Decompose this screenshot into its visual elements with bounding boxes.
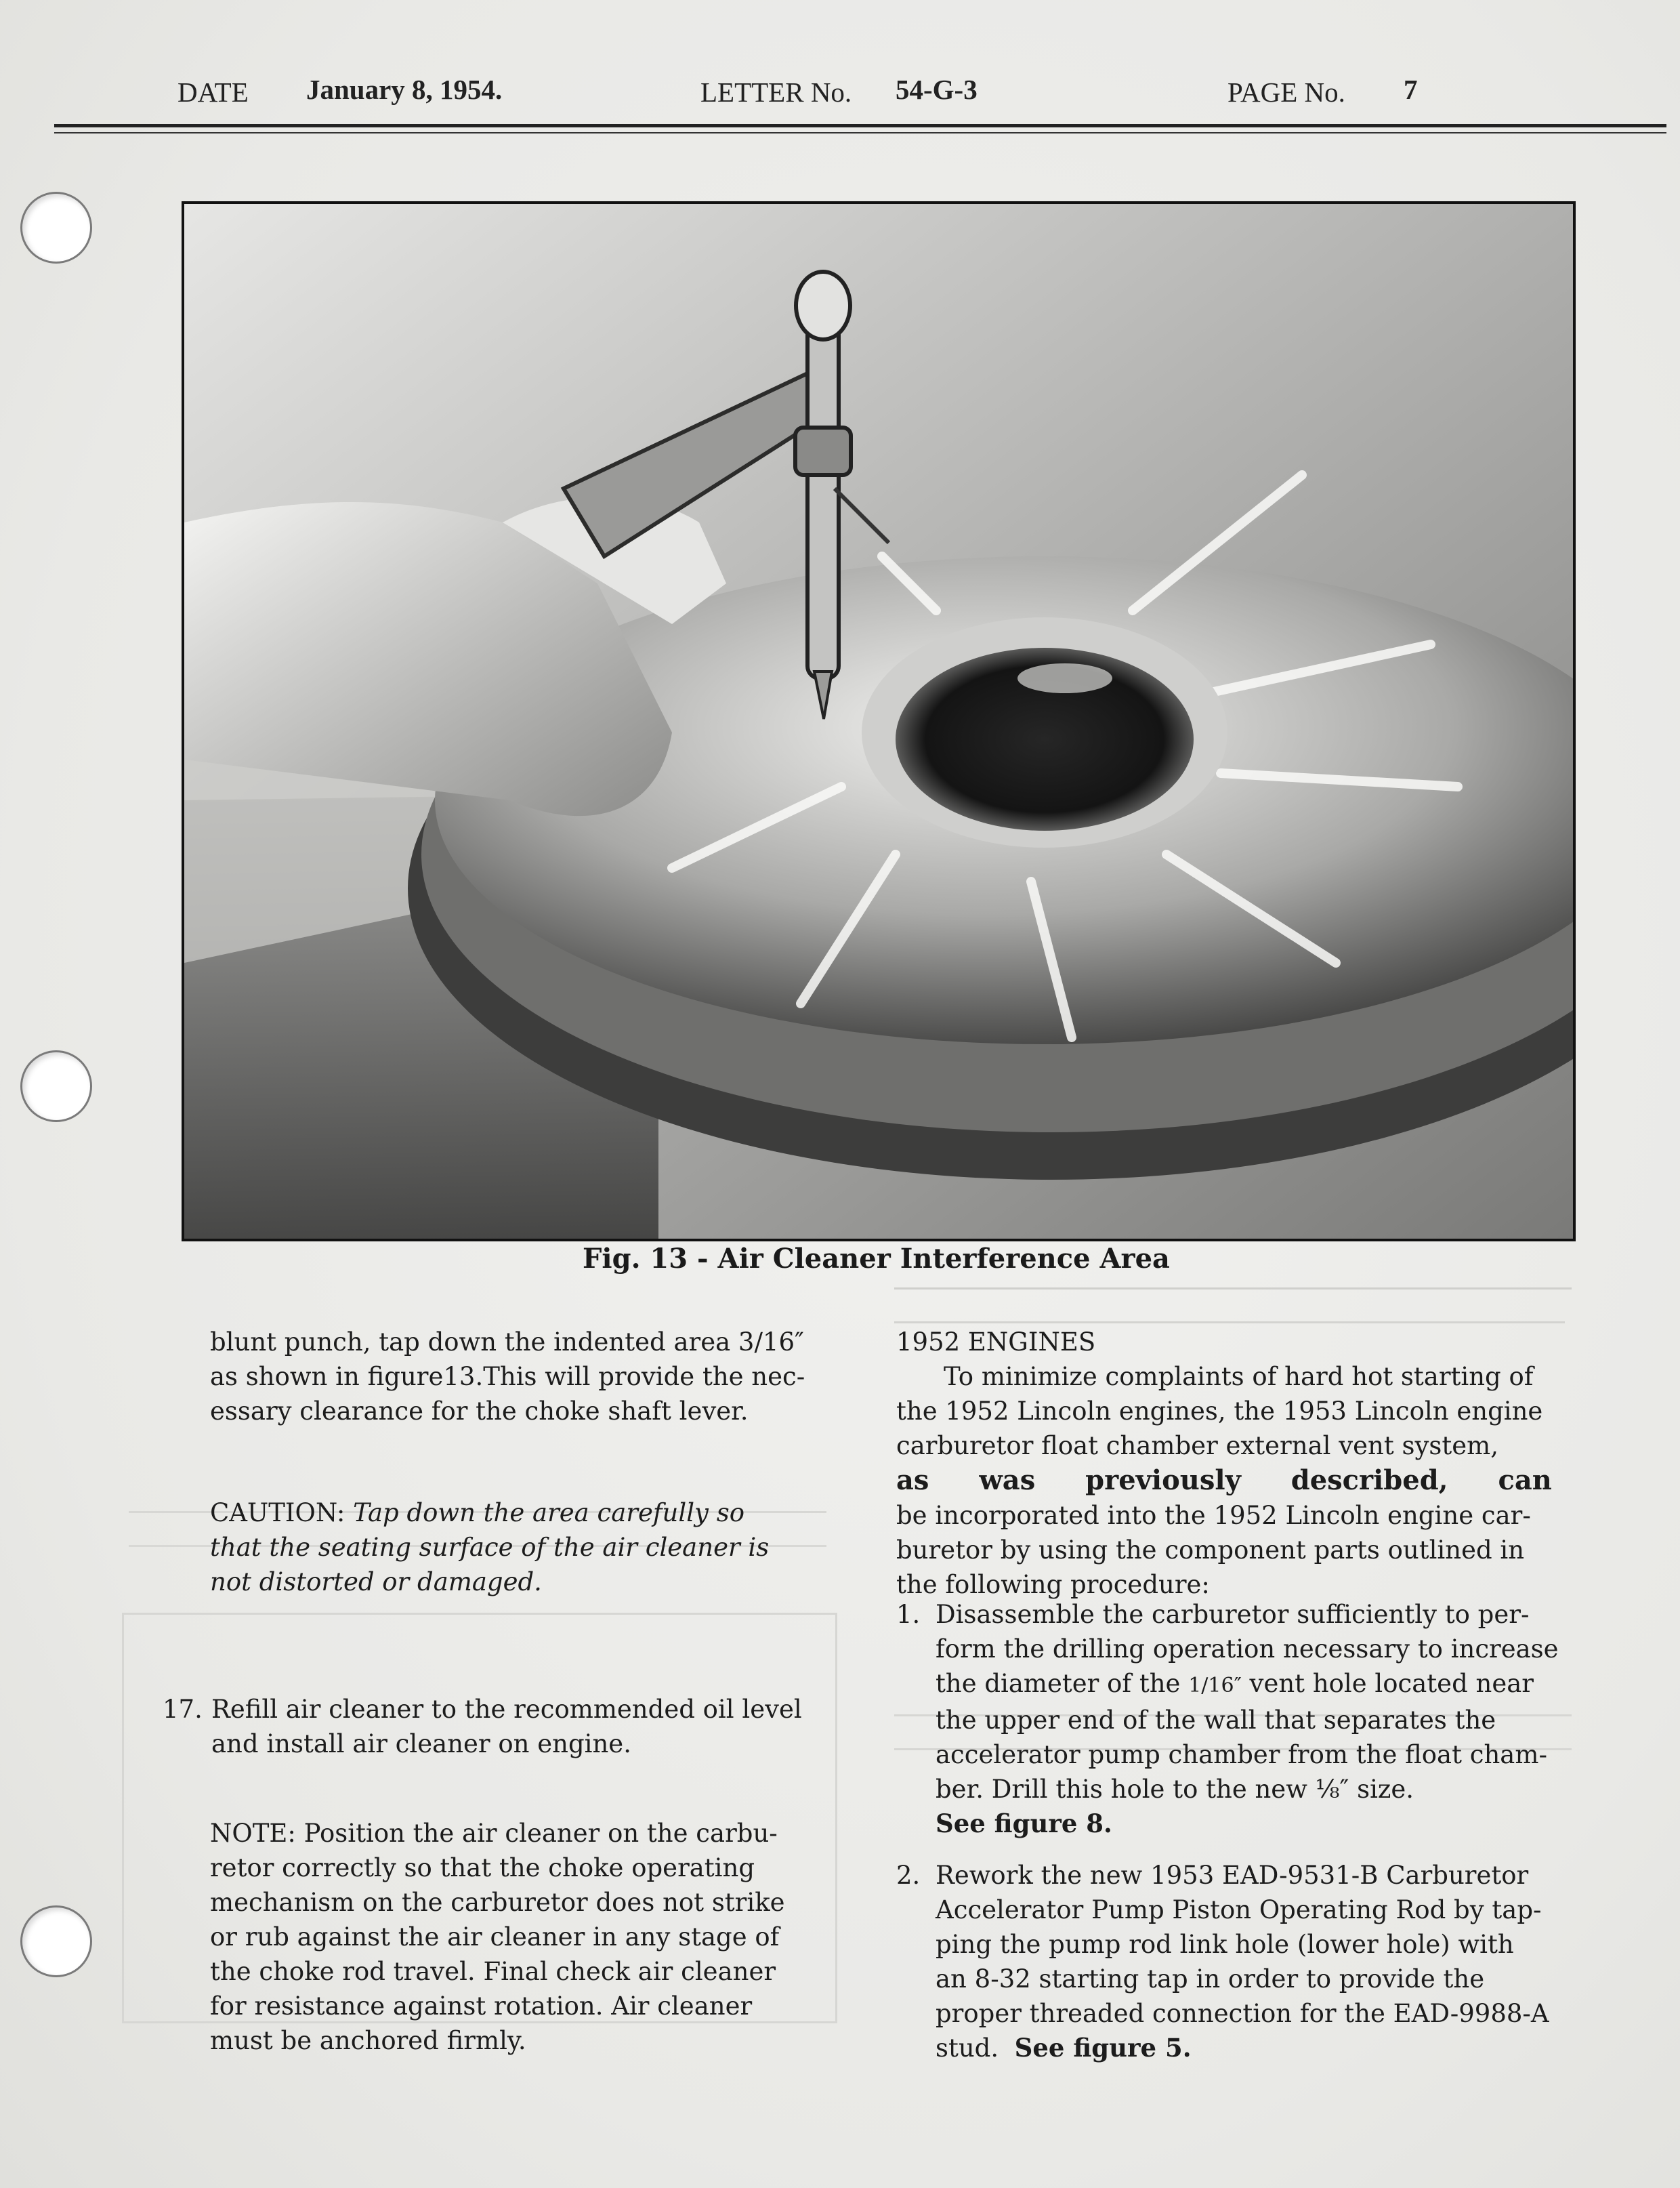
text-line: that the seating surface of the air cleaner is: [210, 1533, 770, 1562]
step-number: 2.: [896, 1861, 921, 1890]
text-line: blunt punch, tap down the indented area 3/16″: [210, 1327, 804, 1357]
date-value: January 8, 1954.: [306, 74, 503, 105]
note-paragraph: [210, 1816, 833, 2058]
text-line: proper threaded connection for the EAD-9988-A: [936, 1999, 1549, 2028]
letter-label: LETTER No.: [700, 77, 852, 108]
text-line: Refill air cleaner to the recommended oil level: [211, 1695, 802, 1724]
text-line: mechanism on the carburetor does not strike: [210, 1888, 785, 1917]
text-line: as was previously described, can: [896, 1464, 1552, 1496]
text-line: accelerator pump chamber from the float cham-: [936, 1740, 1547, 1769]
text-line: buretor by using the component parts outlined in: [896, 1535, 1525, 1565]
text-line: ping the pump rod link hole (lower hole) with: [936, 1930, 1514, 1959]
text-line: Rework the new 1953 EAD-9531-B Carburetor: [936, 1861, 1529, 1890]
figure-reference: See figure 5.: [1014, 2033, 1192, 2063]
paragraph-blunt-punch: [210, 1325, 833, 1428]
binder-hole-middle: [20, 1050, 92, 1122]
header-rule-thin: [54, 132, 1666, 133]
text-line: the upper end of the wall that separates the: [936, 1706, 1496, 1735]
air-cleaner-illustration: [184, 204, 1573, 1239]
page-label: PAGE No.: [1227, 77, 1345, 108]
step-1: [896, 1597, 1574, 1841]
text-line: form the drilling operation necessary to increase: [936, 1634, 1559, 1664]
text-line: the choke rod travel. Final check air cleaner: [210, 1957, 776, 1986]
note-block: [210, 1816, 833, 2058]
date-label: DATE: [177, 77, 249, 108]
text-line: retor correctly so that the choke operating: [210, 1853, 755, 1882]
header-rule: [54, 124, 1666, 127]
text-line: an 8-32 starting tap in order to provide the: [936, 1964, 1485, 1994]
figure-reference: See figure 8.: [936, 1809, 1112, 1838]
text-line: stud.: [936, 2034, 999, 2063]
section-heading: 1952 ENGINES: [896, 1327, 1096, 1357]
text-line: and install air cleaner on engine.: [211, 1729, 631, 1758]
text-line: vent hole located near: [1241, 1669, 1534, 1698]
text-line: Disassemble the carburetor sufficiently to per-: [936, 1600, 1530, 1629]
text-line: essary clearance for the choke shaft lever.: [210, 1397, 749, 1426]
text-line: Tap down the area carefully so: [353, 1498, 744, 1527]
text-line: as shown in figure13.This will provide the nec-: [210, 1362, 805, 1391]
text-line: carburetor float chamber external vent system,: [896, 1431, 1498, 1460]
intro-paragraph: [896, 1359, 1574, 1602]
step-number: 1.: [896, 1600, 921, 1629]
text-line: Accelerator Pump Piston Operating Rod by tap-: [936, 1895, 1542, 1924]
right-column: [896, 1325, 1574, 1602]
page-number: 7: [1404, 74, 1418, 105]
caution-label: CAUTION:: [210, 1498, 345, 1527]
step-2: [896, 1858, 1574, 2065]
step-17: [163, 1692, 833, 1761]
step-17-paragraph: [163, 1692, 833, 1761]
text-line: the following procedure:: [896, 1570, 1210, 1599]
figure-13-photo: [182, 201, 1576, 1241]
text-line: or rub against the air cleaner in any stage of: [210, 1922, 780, 1952]
binder-hole-bottom: [20, 1905, 92, 1977]
caution-paragraph: [210, 1495, 833, 1599]
step-number: 17.: [163, 1695, 203, 1724]
caution-block: [210, 1495, 833, 1599]
text-line: the 1952 Lincoln engines, the 1953 Lincoln engine: [896, 1397, 1543, 1426]
fraction: 1/16″: [1188, 1674, 1242, 1697]
text-line: be incorporated into the 1952 Lincoln engine car-: [896, 1501, 1531, 1530]
text-line: must be anchored firmly.: [210, 2026, 526, 2055]
letter-number: 54-G-3: [896, 74, 978, 105]
text-line: ber. Drill this hole to the new ⅛″ size.: [936, 1775, 1414, 1804]
text-line: not distorted or damaged.: [210, 1567, 542, 1596]
text-line: the diameter of the: [936, 1669, 1189, 1698]
text-line: NOTE: Position the air cleaner on the carbu-: [210, 1819, 778, 1848]
step-1-paragraph: [896, 1597, 1574, 1841]
text-line: for resistance against rotation. Air cleaner: [210, 1991, 753, 2021]
text-line: To minimize complaints of hard hot starting of: [944, 1362, 1534, 1391]
step-2-paragraph: [896, 1858, 1574, 2065]
figure-caption: Fig. 13 - Air Cleaner Interference Area: [583, 1243, 1170, 1275]
left-column: [210, 1325, 833, 1428]
binder-hole-top: [20, 192, 92, 264]
